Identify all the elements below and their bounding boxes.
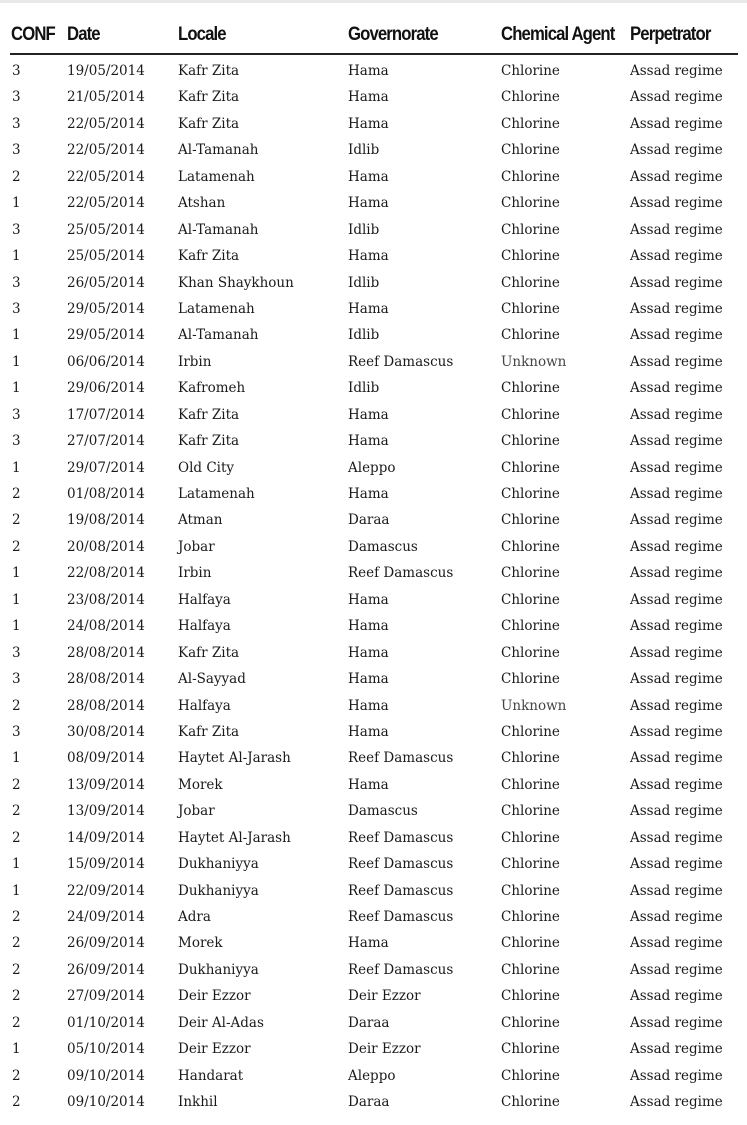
- cell-date: 28/08/2014: [67, 697, 145, 714]
- cell-locale: Kafr Zita: [178, 115, 240, 132]
- cell-locale: Kafr Zita: [178, 63, 240, 79]
- table-header: [0, 24, 747, 52]
- table-row: [0, 245, 747, 271]
- cell-locale: Dukhaniyya: [178, 882, 259, 899]
- cell-chemical-agent: Chlorine: [501, 565, 560, 582]
- cell-governorate: Hama: [348, 406, 389, 423]
- cell-conf: 1: [12, 327, 21, 344]
- cell-date: 19/05/2014: [67, 63, 145, 79]
- cell-conf: 3: [12, 433, 21, 450]
- cell-conf: 1: [12, 750, 21, 767]
- table-row: [0, 589, 747, 615]
- cell-perpetrator: Assad regime: [630, 988, 723, 1005]
- table-row: [0, 668, 747, 694]
- cell-date: 13/09/2014: [67, 776, 145, 793]
- cell-conf: 3: [12, 63, 21, 79]
- cell-chemical-agent: Chlorine: [501, 644, 560, 661]
- table-row: [0, 747, 747, 773]
- cell-chemical-agent: Chlorine: [501, 89, 560, 106]
- table-row: [0, 959, 747, 985]
- cell-locale: Al-Sayyad: [178, 671, 246, 688]
- cell-governorate: Reef Damascus: [348, 750, 454, 767]
- cell-locale: Khan Shaykhoun: [178, 274, 294, 291]
- cell-date: 20/08/2014: [67, 538, 145, 555]
- cell-date: 09/10/2014: [67, 1094, 145, 1111]
- cell-locale: Al-Tamanah: [178, 327, 259, 344]
- cell-perpetrator: Assad regime: [630, 300, 723, 317]
- cell-conf: 1: [12, 856, 21, 873]
- cell-conf: 1: [12, 459, 21, 476]
- cell-governorate: Hama: [348, 591, 389, 608]
- cell-date: 30/08/2014: [67, 723, 145, 740]
- cell-conf: 1: [12, 195, 21, 212]
- cell-perpetrator: Assad regime: [630, 221, 723, 238]
- cell-governorate: Hama: [348, 618, 389, 635]
- cell-chemical-agent: Chlorine: [501, 380, 560, 397]
- cell-chemical-agent: Chlorine: [501, 829, 560, 846]
- cell-locale: Deir Ezzor: [178, 988, 251, 1005]
- table-row: [0, 880, 747, 906]
- header-locale: Locale: [178, 24, 226, 45]
- table-row: [0, 404, 747, 430]
- cell-locale: Kafr Zita: [178, 89, 240, 106]
- cell-conf: 2: [12, 829, 21, 846]
- table-row: [0, 351, 747, 377]
- table-row: [0, 827, 747, 853]
- cell-chemical-agent: Chlorine: [501, 300, 560, 317]
- cell-governorate: Hama: [348, 697, 389, 714]
- header-perpetrator: Perpetrator: [630, 24, 711, 45]
- cell-chemical-agent: Chlorine: [501, 221, 560, 238]
- cell-locale: Haytet Al-Jarash: [178, 750, 291, 767]
- table-row: [0, 430, 747, 456]
- cell-governorate: Reef Damascus: [348, 882, 454, 899]
- cell-date: 22/05/2014: [67, 195, 145, 212]
- cell-chemical-agent: Chlorine: [501, 63, 560, 79]
- cell-perpetrator: Assad regime: [630, 697, 723, 714]
- cell-locale: Dukhaniyya: [178, 856, 259, 873]
- cell-chemical-agent: Chlorine: [501, 195, 560, 212]
- table-row: [0, 272, 747, 298]
- cell-conf: 2: [12, 538, 21, 555]
- cell-locale: Halfaya: [178, 591, 231, 608]
- cell-locale: Old City: [178, 459, 235, 476]
- cell-date: 22/05/2014: [67, 142, 145, 159]
- cell-conf: 1: [12, 353, 21, 370]
- table-row: [0, 932, 747, 958]
- cell-date: 17/07/2014: [67, 406, 145, 423]
- cell-chemical-agent: Chlorine: [501, 988, 560, 1005]
- table-row: [0, 113, 747, 139]
- header-rule: [10, 53, 738, 55]
- cell-locale: Adra: [178, 909, 211, 925]
- table-row: [0, 721, 747, 747]
- cell-locale: Jobar: [178, 538, 215, 555]
- header-governorate: Governorate: [348, 24, 438, 45]
- cell-perpetrator: Assad regime: [630, 459, 723, 476]
- cell-locale: Atman: [178, 512, 223, 529]
- cell-perpetrator: Assad regime: [630, 115, 723, 132]
- cell-conf: 2: [12, 512, 21, 529]
- cell-date: 28/08/2014: [67, 671, 145, 688]
- cell-date: 09/10/2014: [67, 1067, 145, 1084]
- cell-locale: Latamenah: [178, 300, 255, 317]
- cell-perpetrator: Assad regime: [630, 644, 723, 661]
- cell-governorate: Hama: [348, 63, 389, 79]
- cell-conf: 2: [12, 697, 21, 714]
- cell-date: 06/06/2014: [67, 353, 145, 370]
- table-row: [0, 1038, 747, 1064]
- header-chemical-agent: Chemical Agent: [501, 24, 615, 45]
- cell-locale: Haytet Al-Jarash: [178, 829, 291, 846]
- cell-governorate: Idlib: [348, 274, 380, 291]
- cell-date: 29/06/2014: [67, 380, 145, 397]
- cell-governorate: Reef Damascus: [348, 961, 454, 978]
- cell-conf: 3: [12, 644, 21, 661]
- cell-conf: 3: [12, 406, 21, 423]
- cell-chemical-agent: Chlorine: [501, 776, 560, 793]
- cell-perpetrator: Assad regime: [630, 433, 723, 450]
- cell-date: 25/05/2014: [67, 221, 145, 238]
- cell-perpetrator: Assad regime: [630, 195, 723, 212]
- cell-locale: Deir Al-Adas: [178, 1014, 264, 1031]
- cell-conf: 3: [12, 671, 21, 688]
- cell-governorate: Reef Damascus: [348, 565, 454, 582]
- cell-locale: Irbin: [178, 565, 212, 582]
- cell-perpetrator: Assad regime: [630, 380, 723, 397]
- cell-governorate: Damascus: [348, 538, 418, 555]
- cell-governorate: Aleppo: [348, 459, 396, 476]
- cell-conf: 2: [12, 1067, 21, 1084]
- table-row: [0, 853, 747, 879]
- cell-perpetrator: Assad regime: [630, 565, 723, 582]
- cell-conf: 1: [12, 565, 21, 582]
- table-row: [0, 377, 747, 403]
- cell-chemical-agent: Chlorine: [501, 961, 560, 978]
- cell-locale: Morek: [178, 776, 223, 793]
- cell-perpetrator: Assad regime: [630, 909, 723, 925]
- cell-locale: Morek: [178, 935, 223, 952]
- cell-perpetrator: Assad regime: [630, 89, 723, 106]
- cell-chemical-agent: Chlorine: [501, 671, 560, 688]
- cell-locale: Kafr Zita: [178, 433, 240, 450]
- cell-locale: Jobar: [178, 803, 215, 820]
- cell-governorate: Hama: [348, 433, 389, 450]
- cell-governorate: Daraa: [348, 512, 390, 529]
- cell-chemical-agent: Chlorine: [501, 433, 560, 450]
- cell-chemical-agent: Chlorine: [501, 274, 560, 291]
- cell-locale: Dukhaniyya: [178, 961, 259, 978]
- table-row: [0, 139, 747, 165]
- cell-date: 19/08/2014: [67, 512, 145, 529]
- cell-governorate: Idlib: [348, 221, 380, 238]
- cell-governorate: Deir Ezzor: [348, 1041, 421, 1058]
- cell-perpetrator: Assad regime: [630, 486, 723, 502]
- cell-chemical-agent: Chlorine: [501, 591, 560, 608]
- cell-locale: Atshan: [178, 195, 226, 212]
- cell-date: 13/09/2014: [67, 803, 145, 820]
- table-row: [0, 509, 747, 535]
- top-border: [0, 0, 747, 3]
- cell-conf: 3: [12, 300, 21, 317]
- cell-date: 24/09/2014: [67, 909, 145, 925]
- cell-chemical-agent: Chlorine: [501, 618, 560, 635]
- cell-perpetrator: Assad regime: [630, 776, 723, 793]
- cell-governorate: Aleppo: [348, 1067, 396, 1084]
- cell-governorate: Hama: [348, 89, 389, 106]
- cell-chemical-agent: Chlorine: [501, 115, 560, 132]
- cell-chemical-agent: Chlorine: [501, 1041, 560, 1058]
- header-date: Date: [67, 24, 100, 45]
- cell-chemical-agent: Chlorine: [501, 803, 560, 820]
- cell-locale: Al-Tamanah: [178, 142, 259, 159]
- cell-conf: 3: [12, 274, 21, 291]
- table-body: [0, 60, 747, 1118]
- cell-locale: Kafr Zita: [178, 406, 240, 423]
- cell-conf: 3: [12, 89, 21, 106]
- cell-governorate: Idlib: [348, 327, 380, 344]
- cell-conf: 1: [12, 882, 21, 899]
- cell-perpetrator: Assad regime: [630, 512, 723, 529]
- cell-perpetrator: Assad regime: [630, 168, 723, 185]
- cell-locale: Inkhil: [178, 1094, 218, 1111]
- cell-conf: 2: [12, 486, 21, 502]
- table-row: [0, 536, 747, 562]
- table-row: [0, 219, 747, 245]
- cell-chemical-agent: Chlorine: [501, 327, 560, 344]
- table-row: [0, 60, 747, 86]
- cell-date: 23/08/2014: [67, 591, 145, 608]
- cell-date: 27/07/2014: [67, 433, 145, 450]
- cell-governorate: Reef Damascus: [348, 353, 454, 370]
- cell-governorate: Damascus: [348, 803, 418, 820]
- cell-date: 01/08/2014: [67, 486, 145, 502]
- cell-governorate: Idlib: [348, 142, 380, 159]
- cell-perpetrator: Assad regime: [630, 538, 723, 555]
- cell-governorate: Hama: [348, 195, 389, 212]
- cell-governorate: Hama: [348, 935, 389, 952]
- cell-governorate: Hama: [348, 115, 389, 132]
- cell-perpetrator: Assad regime: [630, 750, 723, 767]
- cell-governorate: Hama: [348, 671, 389, 688]
- cell-perpetrator: Assad regime: [630, 723, 723, 740]
- cell-locale: Halfaya: [178, 697, 231, 714]
- table-row: [0, 906, 747, 932]
- cell-date: 21/05/2014: [67, 89, 145, 106]
- cell-conf: 2: [12, 909, 21, 925]
- cell-perpetrator: Assad regime: [630, 353, 723, 370]
- cell-chemical-agent: Chlorine: [501, 168, 560, 185]
- cell-date: 26/09/2014: [67, 935, 145, 952]
- cell-conf: 2: [12, 776, 21, 793]
- cell-date: 22/05/2014: [67, 115, 145, 132]
- table-row: [0, 800, 747, 826]
- table-row: [0, 483, 747, 509]
- cell-chemical-agent: Chlorine: [501, 882, 560, 899]
- table-row: [0, 985, 747, 1011]
- cell-locale: Handarat: [178, 1067, 244, 1084]
- cell-date: 08/09/2014: [67, 750, 145, 767]
- cell-chemical-agent: Chlorine: [501, 723, 560, 740]
- cell-perpetrator: Assad regime: [630, 1094, 723, 1111]
- cell-conf: 2: [12, 935, 21, 952]
- header-conf: CONF: [11, 24, 55, 45]
- cell-perpetrator: Assad regime: [630, 803, 723, 820]
- cell-conf: 2: [12, 803, 21, 820]
- cell-chemical-agent: Chlorine: [501, 1094, 560, 1111]
- cell-chemical-agent: Chlorine: [501, 935, 560, 952]
- cell-perpetrator: Assad regime: [630, 248, 723, 265]
- cell-perpetrator: Assad regime: [630, 1067, 723, 1084]
- cell-date: 15/09/2014: [67, 856, 145, 873]
- cell-date: 14/09/2014: [67, 829, 145, 846]
- table-row: [0, 1012, 747, 1038]
- table-row: [0, 324, 747, 350]
- cell-governorate: Daraa: [348, 1014, 390, 1031]
- cell-governorate: Hama: [348, 300, 389, 317]
- cell-locale: Latamenah: [178, 486, 255, 502]
- cell-perpetrator: Assad regime: [630, 591, 723, 608]
- cell-perpetrator: Assad regime: [630, 935, 723, 952]
- cell-conf: 3: [12, 142, 21, 159]
- cell-chemical-agent: Unknown: [501, 353, 567, 370]
- cell-date: 22/05/2014: [67, 168, 145, 185]
- table-row: [0, 166, 747, 192]
- cell-perpetrator: Assad regime: [630, 856, 723, 873]
- cell-governorate: Daraa: [348, 1094, 390, 1111]
- cell-chemical-agent: Unknown: [501, 697, 567, 714]
- cell-chemical-agent: Chlorine: [501, 459, 560, 476]
- cell-governorate: Hama: [348, 644, 389, 661]
- cell-conf: 2: [12, 168, 21, 185]
- cell-chemical-agent: Chlorine: [501, 750, 560, 767]
- cell-chemical-agent: Chlorine: [501, 1067, 560, 1084]
- cell-governorate: Reef Damascus: [348, 829, 454, 846]
- cell-perpetrator: Assad regime: [630, 882, 723, 899]
- cell-locale: Deir Ezzor: [178, 1041, 251, 1058]
- cell-perpetrator: Assad regime: [630, 327, 723, 344]
- cell-date: 22/09/2014: [67, 882, 145, 899]
- cell-governorate: Deir Ezzor: [348, 988, 421, 1005]
- cell-conf: 1: [12, 248, 21, 265]
- cell-date: 29/07/2014: [67, 459, 145, 476]
- cell-conf: 1: [12, 618, 21, 635]
- cell-governorate: Hama: [348, 486, 389, 502]
- cell-governorate: Hama: [348, 723, 389, 740]
- cell-date: 29/05/2014: [67, 300, 145, 317]
- cell-chemical-agent: Chlorine: [501, 142, 560, 159]
- cell-governorate: Hama: [348, 168, 389, 185]
- cell-governorate: Reef Damascus: [348, 856, 454, 873]
- table-row: [0, 562, 747, 588]
- cell-chemical-agent: Chlorine: [501, 538, 560, 555]
- cell-locale: Irbin: [178, 353, 212, 370]
- cell-conf: 1: [12, 380, 21, 397]
- cell-locale: Kafr Zita: [178, 723, 240, 740]
- table-row: [0, 615, 747, 641]
- cell-perpetrator: Assad regime: [630, 618, 723, 635]
- cell-perpetrator: Assad regime: [630, 1041, 723, 1058]
- cell-date: 27/09/2014: [67, 988, 145, 1005]
- cell-locale: Al-Tamanah: [178, 221, 259, 238]
- cell-date: 26/09/2014: [67, 961, 145, 978]
- cell-date: 22/08/2014: [67, 565, 145, 582]
- cell-conf: 1: [12, 1041, 21, 1058]
- cell-locale: Halfaya: [178, 618, 231, 635]
- table-row: [0, 1065, 747, 1091]
- cell-chemical-agent: Chlorine: [501, 1014, 560, 1031]
- table-row: [0, 298, 747, 324]
- cell-conf: 2: [12, 988, 21, 1005]
- cell-conf: 3: [12, 723, 21, 740]
- cell-chemical-agent: Chlorine: [501, 486, 560, 502]
- cell-chemical-agent: Chlorine: [501, 248, 560, 265]
- cell-governorate: Idlib: [348, 380, 380, 397]
- table-row: [0, 1091, 747, 1117]
- cell-date: 24/08/2014: [67, 618, 145, 635]
- cell-conf: 2: [12, 1014, 21, 1031]
- table-row: [0, 642, 747, 668]
- cell-locale: Kafromeh: [178, 380, 246, 397]
- table-row: [0, 86, 747, 112]
- cell-governorate: Hama: [348, 248, 389, 265]
- cell-chemical-agent: Chlorine: [501, 909, 560, 925]
- table-row: [0, 774, 747, 800]
- table-row: [0, 457, 747, 483]
- cell-governorate: Reef Damascus: [348, 909, 454, 925]
- cell-perpetrator: Assad regime: [630, 406, 723, 423]
- cell-locale: Latamenah: [178, 168, 255, 185]
- cell-conf: 3: [12, 221, 21, 238]
- cell-perpetrator: Assad regime: [630, 1014, 723, 1031]
- cell-date: 28/08/2014: [67, 644, 145, 661]
- cell-chemical-agent: Chlorine: [501, 406, 560, 423]
- cell-chemical-agent: Chlorine: [501, 512, 560, 529]
- cell-conf: 1: [12, 591, 21, 608]
- cell-perpetrator: Assad regime: [630, 63, 723, 79]
- cell-locale: Kafr Zita: [178, 248, 240, 265]
- cell-perpetrator: Assad regime: [630, 274, 723, 291]
- table-row: [0, 192, 747, 218]
- cell-conf: 3: [12, 115, 21, 132]
- cell-perpetrator: Assad regime: [630, 829, 723, 846]
- cell-governorate: Hama: [348, 776, 389, 793]
- cell-perpetrator: Assad regime: [630, 671, 723, 688]
- cell-date: 05/10/2014: [67, 1041, 145, 1058]
- table-row: [0, 695, 747, 721]
- cell-perpetrator: Assad regime: [630, 961, 723, 978]
- cell-conf: 2: [12, 961, 21, 978]
- cell-date: 26/05/2014: [67, 274, 145, 291]
- cell-date: 01/10/2014: [67, 1014, 145, 1031]
- cell-locale: Kafr Zita: [178, 644, 240, 661]
- cell-date: 25/05/2014: [67, 248, 145, 265]
- cell-chemical-agent: Chlorine: [501, 856, 560, 873]
- cell-conf: 2: [12, 1094, 21, 1111]
- cell-date: 29/05/2014: [67, 327, 145, 344]
- cell-perpetrator: Assad regime: [630, 142, 723, 159]
